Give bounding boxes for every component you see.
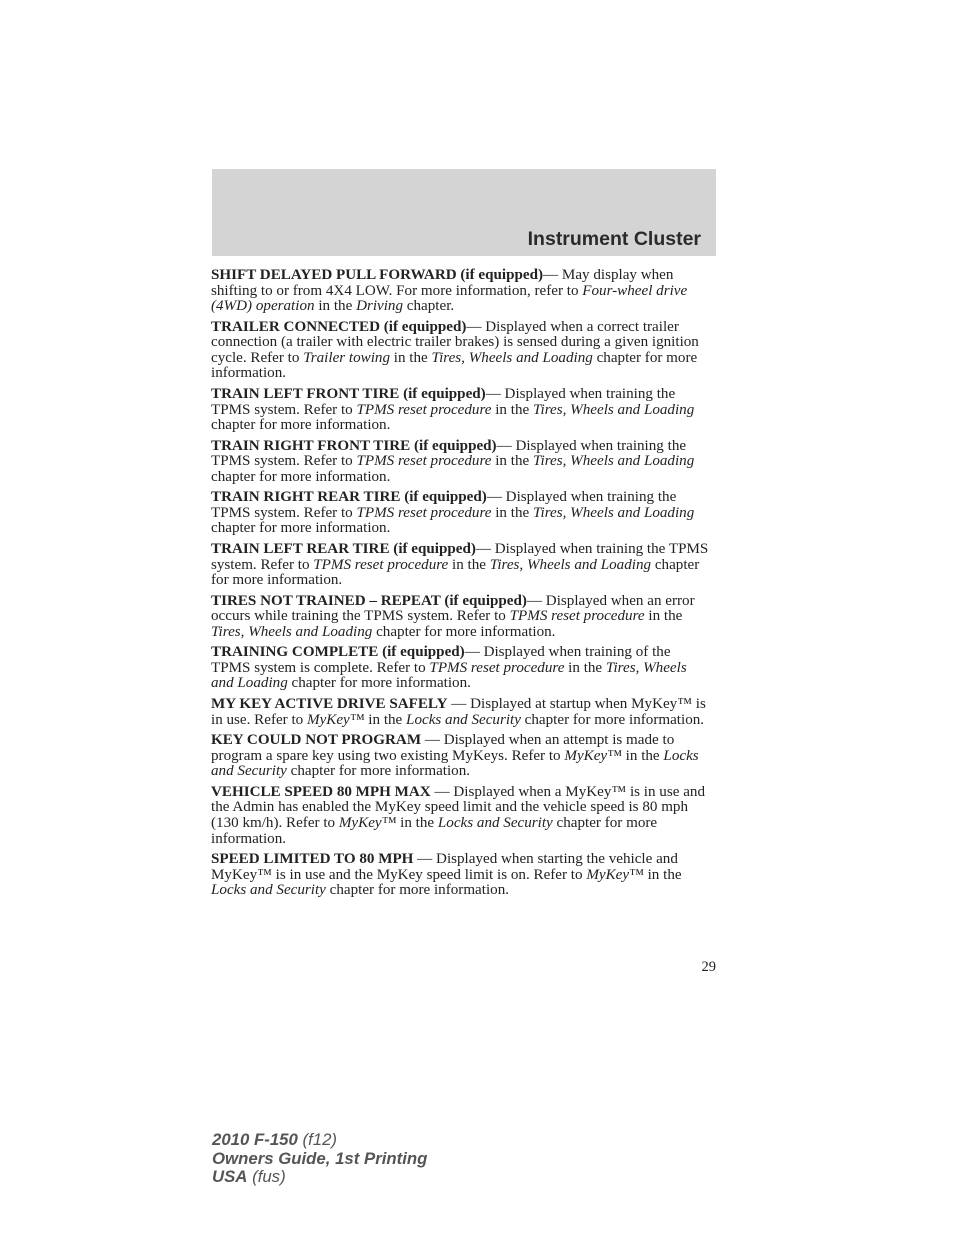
description-text: chapter. [403, 298, 455, 315]
footer-region-line [212, 1168, 427, 1187]
description-text: in the [491, 504, 533, 521]
message-term: TRAILER CONNECTED (if equipped) [211, 318, 467, 335]
description-text: — Displayed at startup when MyKey™ is in use. Refer to [211, 695, 706, 728]
description-text: in the [644, 608, 683, 625]
description-text: chapter for more information. [211, 814, 658, 847]
description-text: chapter for more information. [325, 882, 510, 899]
message-entry [211, 268, 711, 315]
cross-reference: TPMS reset procedure [429, 659, 565, 676]
description-text: — Displayed when training of the TPMS system is complete. Refer to [211, 644, 671, 676]
description-text: chapter for more information. [211, 556, 700, 589]
cross-reference: Tires, Wheels and Loading [211, 623, 373, 640]
description-text: chapter for more information. [372, 623, 556, 640]
cross-reference: TPMS reset procedure [356, 401, 492, 418]
message-entry [211, 320, 711, 382]
cross-reference: Tires, Wheels and Loading [532, 453, 695, 470]
description-text: — Displayed when training the TPMS system. Refer to [211, 385, 676, 418]
cross-reference: Locks and Security [437, 814, 553, 831]
document-footer [212, 1131, 427, 1187]
cross-reference: TPMS reset procedure [356, 453, 492, 470]
message-entry [211, 490, 711, 537]
description-text: chapter for more information. [211, 349, 698, 382]
description-text: in the [491, 453, 533, 470]
description-text: chapter for more information. [287, 675, 471, 692]
message-term: SPEED LIMITED TO 80 MPH [211, 850, 414, 867]
cross-reference: Driving [356, 298, 404, 315]
section-header-band [212, 169, 716, 256]
description-text: in the [564, 659, 606, 676]
cross-reference: Four-wheel drive (4WD) operation [211, 282, 688, 315]
cross-reference: TPMS reset procedure [356, 504, 492, 521]
footer-region: USA [212, 1167, 248, 1186]
description-text: in the [491, 401, 533, 418]
cross-reference: Tires, Wheels and Loading [532, 401, 695, 418]
cross-reference: Locks and Security [211, 747, 699, 780]
description-text: chapter for more information. [211, 468, 391, 485]
description-text: chapter for more information. [286, 763, 471, 780]
cross-reference: Tires, Wheels and Loading [532, 504, 695, 521]
description-text: — Displayed when starting the vehicle and MyKey™ is in use and the MyKey speed limit is on. Refer to [211, 850, 678, 883]
message-term: VEHICLE SPEED 80 MPH MAX [211, 783, 431, 800]
description-text: — Displayed when training the TPMS system. Refer to [211, 540, 709, 573]
message-entry [211, 785, 711, 847]
description-text: — Displayed when a MyKey™ is in use and the Admin has enabled the MyKey speed limit and the vehicle speed is 80 mph (130 km/h). Refer to [211, 783, 705, 831]
message-term: TRAIN LEFT REAR TIRE (if equipped) [211, 540, 476, 557]
description-text: in the [390, 349, 432, 366]
description-text: — May display when shifting to or from 4X4 LOW. For more information, refer to [211, 267, 674, 299]
section-title: Instrument Cluster [527, 228, 701, 250]
description-text: in the [396, 814, 438, 831]
cross-reference: Locks and Security [406, 711, 521, 728]
message-term: TRAIN RIGHT REAR TIRE (if equipped) [211, 489, 487, 506]
message-entry [211, 387, 711, 434]
message-term: SHIFT DELAYED PULL FORWARD (if equipped) [211, 267, 544, 283]
footer-model-code: (f12) [297, 1130, 338, 1149]
description-text: chapter for more information. [211, 520, 391, 537]
message-term: TRAIN LEFT FRONT TIRE (if equipped) [211, 385, 486, 402]
message-term: KEY COULD NOT PROGRAM [211, 732, 422, 749]
cross-reference: TPMS reset procedure [313, 556, 449, 573]
description-text: in the [314, 298, 357, 315]
cross-reference: Tires, Wheels and Loading [211, 659, 687, 692]
message-term: TRAIN RIGHT FRONT TIRE (if equipped) [211, 437, 497, 454]
cross-reference: MyKey™ [307, 711, 365, 728]
message-entry [211, 439, 711, 486]
cross-reference: TPMS reset procedure [509, 608, 645, 625]
description-text: — Displayed when a correct trailer connection (a trailer with electric trailer brakes) is sensed during a given ignition cycle. Refer to [211, 318, 699, 366]
cross-reference: Locks and Security [211, 882, 326, 899]
message-entry [211, 852, 711, 899]
cross-reference: MyKey™ [564, 747, 622, 764]
description-text: — Displayed when training the TPMS system. Refer to [211, 437, 687, 470]
message-term: TIRES NOT TRAINED – REPEAT (if equipped) [211, 592, 527, 609]
footer-printing: Owners Guide, 1st Printing [212, 1148, 428, 1168]
cross-reference: MyKey™ [338, 814, 397, 831]
footer-model: 2010 F-150 [212, 1130, 298, 1149]
message-list [211, 268, 711, 899]
cross-reference: MyKey™ [586, 866, 644, 883]
footer-model-line [212, 1131, 427, 1150]
message-entry [211, 542, 711, 589]
cross-reference: Tires, Wheels and Loading [431, 349, 593, 366]
page-number: 29 [701, 959, 716, 975]
message-term: TRAINING COMPLETE (if equipped) [211, 644, 465, 661]
description-text: in the [621, 747, 664, 764]
message-entry [211, 645, 711, 692]
description-text: chapter for more information. [520, 711, 705, 728]
message-entry [211, 733, 711, 780]
message-term: MY KEY ACTIVE DRIVE SAFELY [211, 695, 448, 712]
message-entry [211, 697, 711, 728]
description-text: chapter for more information. [211, 417, 391, 434]
description-text: — Displayed when an attempt is made to program a spare key using two existing MyKeys. Refer to [211, 732, 675, 764]
cross-reference: Tires, Wheels and Loading [489, 556, 652, 573]
description-text: — Displayed when an error occurs while training the TPMS system. Refer to [211, 592, 695, 625]
description-text: in the [364, 711, 407, 728]
description-text: in the [643, 866, 682, 883]
description-text: in the [448, 556, 490, 573]
cross-reference: Trailer towing [303, 349, 391, 366]
message-entry [211, 594, 711, 641]
description-text: — Displayed when training the TPMS system. Refer to [211, 489, 677, 521]
footer-region-code: (fus) [247, 1167, 286, 1186]
